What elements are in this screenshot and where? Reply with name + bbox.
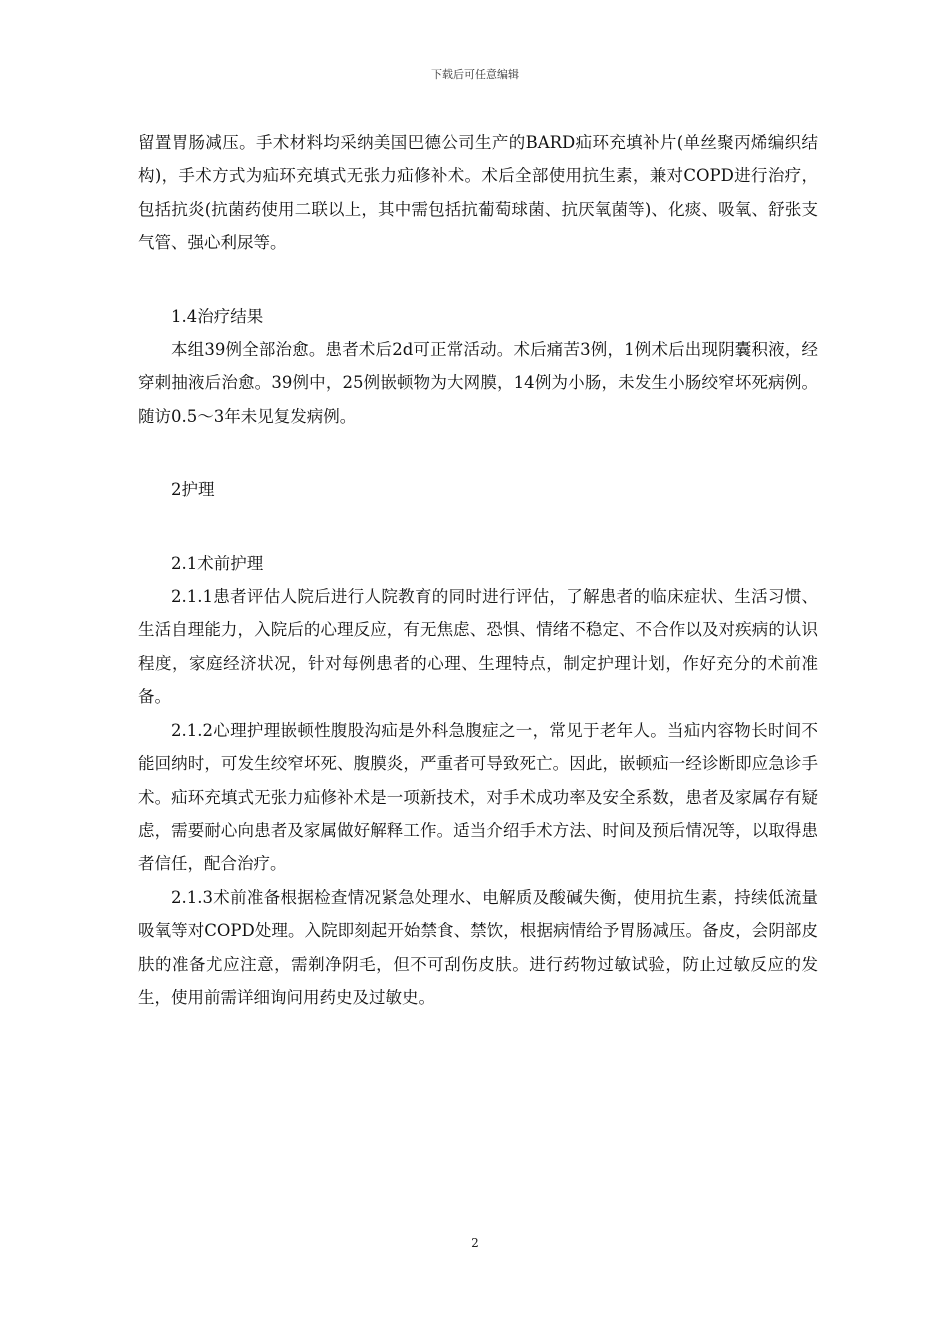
paragraph-intro: 留置胃肠减压。手术材料均采纳美国巴德公司生产的BARD疝环充填补片(单丝聚丙烯编织结构)，手术方式为疝环充填式无张力疝修补术。术后全部使用抗生素，兼对COPD进行治疗，包括抗炎(抗菌药使用二联以上，其中需包括抗葡萄球菌、抗厌氧菌等)、化痰、吸氧、舒张支气管、强心利尿等。: [138, 133, 818, 253]
heading-1-4: 1.4治疗结果: [171, 306, 264, 326]
page-header: 下载后可任意编辑: [431, 68, 519, 81]
spacer: [138, 433, 818, 473]
spacer: [138, 507, 818, 547]
paragraph-2-1-1: 2.1.1患者评估人院后进行人院教育的同时进行评估，了解患者的临床症状、生活习惯、生活自理能力，入院后的心理反应，有无焦虑、恐惧、情绪不稳定、不合作以及对疾病的认识程度，家庭经济状况，针对每例患者的心理、生理特点，制定护理计划，作好充分的术前准备。: [138, 587, 818, 707]
paragraph-1-4: 本组39例全部治愈。患者术后2d可正常活动。术后痛苦3例，1例术后出现阴囊积液，经穿刺抽液后治愈。39例中，25例嵌顿物为大网膜，14例为小肠，未发生小肠绞窄坏死病例。随访0.5～3年未见复发病例。: [138, 340, 818, 426]
paragraph-2-1-3: 2.1.3术前准备根据检查情况紧急处理水、电解质及酸碱失衡，使用抗生素，持续低流量吸氧等对COPD处理。入院即刻起开始禁食、禁饮，根据病情给予胃肠减压。备皮，会阴部皮肤的准备尤应注意，需剃净阴毛，但不可刮伤皮肤。进行药物过敏试验，防止过敏反应的发生，使用前需详细询问用药史及过敏史。: [138, 887, 818, 1007]
document-body: [138, 126, 818, 1014]
page-number: 2: [471, 1236, 479, 1250]
heading-2: 2护理: [171, 480, 215, 500]
paragraph-2-1-2: 2.1.2心理护理嵌顿性腹股沟疝是外科急腹症之一，常见于老年人。当疝内容物长时间不能回纳时，可发生绞窄坏死、腹膜炎，严重者可导致死亡。因此，嵌顿疝一经诊断即应急诊手术。疝环充填式无张力疝修补术是一项新技术，对手术成功率及安全系数，患者及家属存有疑虑，需要耐心向患者及家属做好解释工作。适当介绍手术方法、时间及预后情况等，以取得患者信任，配合治疗。: [138, 720, 818, 874]
spacer: [138, 260, 818, 300]
heading-2-1: 2.1术前护理: [171, 553, 264, 573]
